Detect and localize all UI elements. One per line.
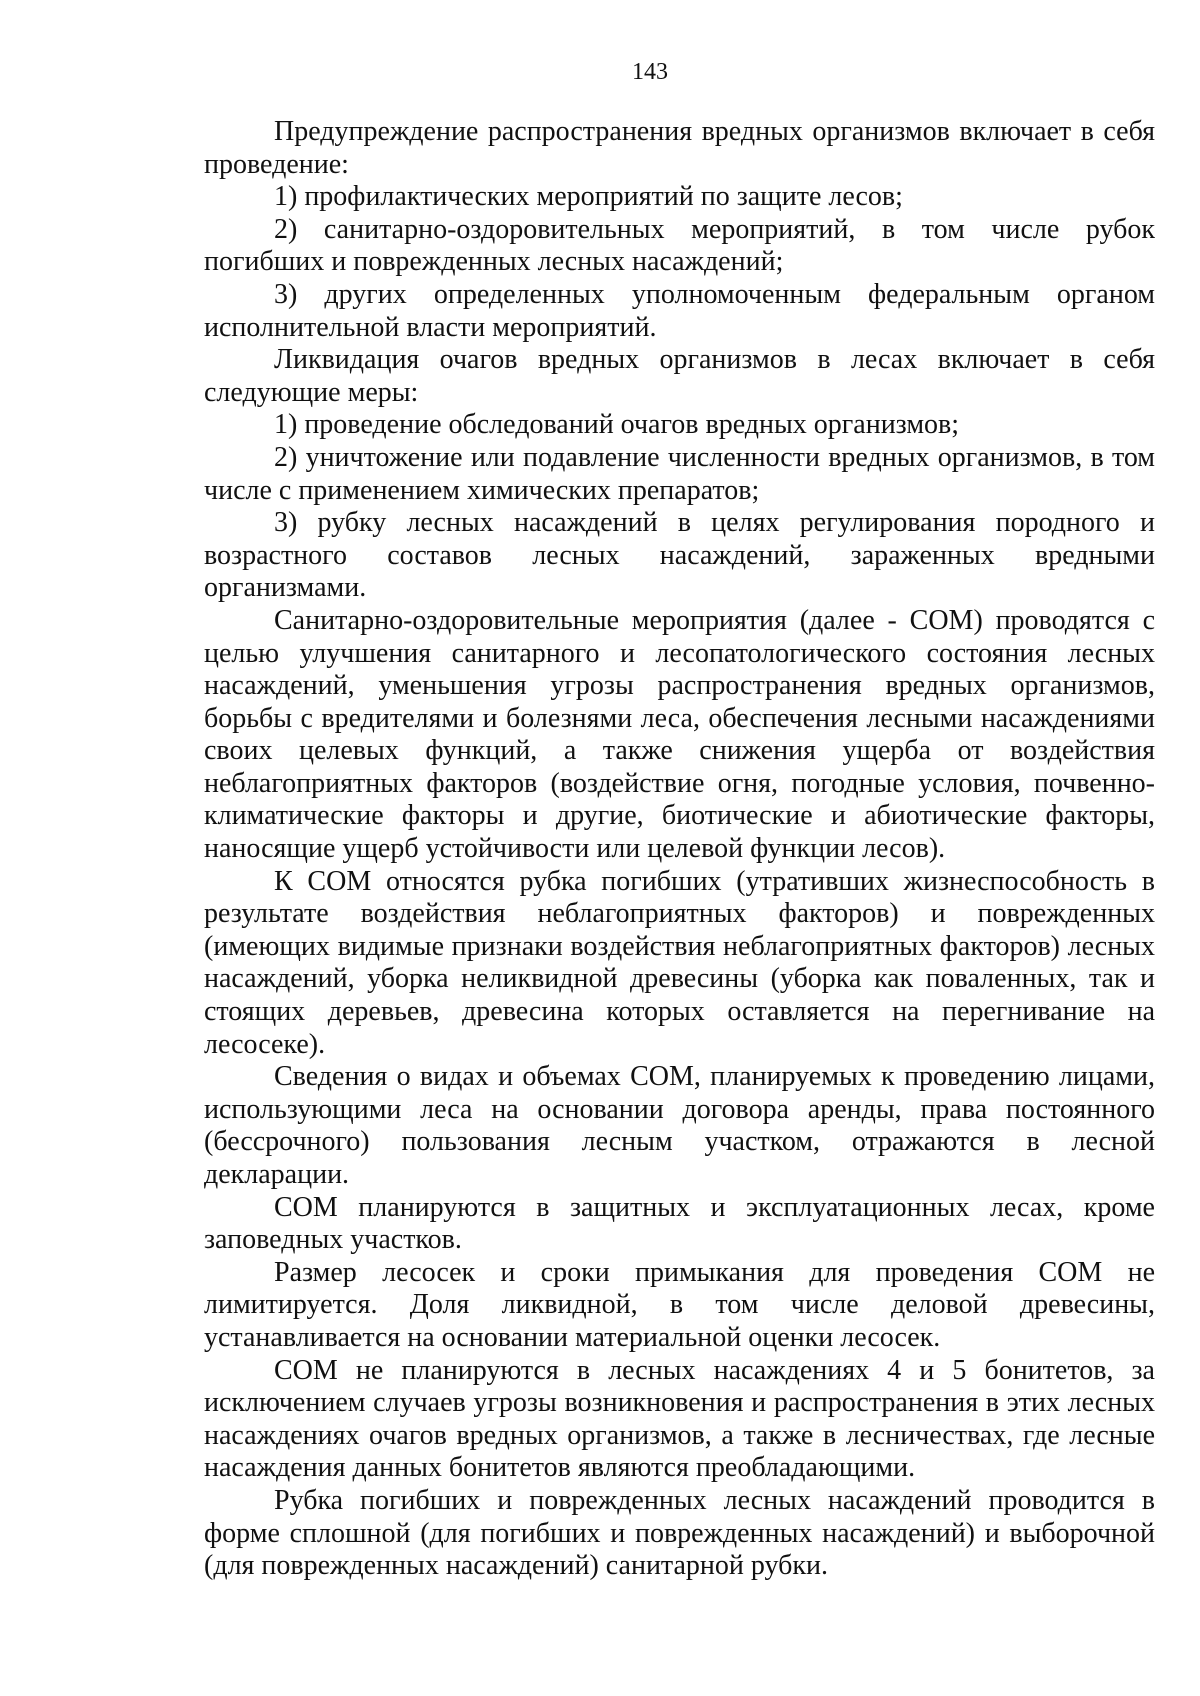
body-text (204, 116, 1155, 1583)
paragraph-som-planning: СОМ планируются в защитных и эксплуатационных лесах, кроме заповедных участков. (204, 1191, 1155, 1256)
list-item-liquidation-2: 2) уничтожение или подавление численности вредных организмов, в том числе с применением химических препаратов; (204, 441, 1155, 506)
paragraph-prevention-intro: Предупреждение распространения вредных организмов включает в себя проведение: (204, 116, 1155, 180)
list-item-prevention-1: 1) профилактических мероприятий по защите лесов; (274, 181, 903, 213)
list-item-liquidation-1: 1) проведение обследований очагов вредных организмов; (274, 409, 960, 441)
paragraph-cutting-forms: Рубка погибших и поврежденных лесных насаждений проводится в форме сплошной (для погибших и поврежденных насаждений) и выборочной (для поврежденных насаждений) санитарной рубки. (204, 1484, 1155, 1582)
paragraph-som-declaration: Сведения о видах и объемах СОМ, планируемых к проведению лицами, использующими леса на основании договора аренды, права постоянного (бессрочного) пользования лесным участком, отражаются в лесной декларации. (204, 1061, 1155, 1190)
paragraph-som-definition: Санитарно-оздоровительные мероприятия (далее - СОМ) проводятся с целью улучшения санитарного и лесопатологического состояния лесных насаждений, уменьшения угрозы распространения вредных организмов, борьбы с вредителями и болезнями леса, обеспечения лесными насаждениями своих целевых функций, а также снижения ущерба от воздействия неблагоприятных факторов (воздействие огня, погодные условия, почвенно-климатические факторы и другие, биотические и абиотические факторы, наносящие ущерб устойчивости или целевой функции лесов). (204, 604, 1155, 865)
paragraph-som-exclusions: СОМ не планируются в лесных насаждениях 4 и 5 бонитетов, за исключением случаев угрозы возникновения и распространения в этих лесных насаждениях очагов вредных организмов, а также в лесничествах, где лесные насаждения данных бонитетов являются преобладающими. (204, 1354, 1155, 1484)
paragraph-liquidation-intro: Ликвидация очагов вредных организмов в лесах включает в себя следующие меры: (204, 344, 1155, 408)
list-item-liquidation-3: 3) рубку лесных насаждений в целях регулирования породного и возрастного составов лесных насаждений, зараженных вредными организмами. (204, 507, 1155, 604)
paragraph-som-includes: К СОМ относятся рубка погибших (утративших жизнеспособность в результате воздействия неблагоприятных факторов) и поврежденных (имеющих видимые признаки воздействия неблагоприятных факторов) лесных насаждений, уборка неликвидной древесины (уборка как поваленных, так и стоящих деревьев, древесина которых оставляется на перегнивание на лесосеке). (204, 865, 1155, 1060)
list-item-prevention-2: 2) санитарно-оздоровительных мероприятий, в том числе рубок погибших и поврежденных лесных насаждений; (204, 213, 1155, 278)
paragraph-som-size: Размер лесосек и сроки примыкания для проведения СОМ не лимитируется. Доля ликвидной, в том числе деловой древесины, устанавливается на основании материальной оценки лесосек. (204, 1256, 1155, 1353)
list-item-prevention-3: 3) других определенных уполномоченным федеральным органом исполнительной власти мероприятий. (204, 278, 1155, 343)
page-number: 143 (632, 59, 668, 85)
